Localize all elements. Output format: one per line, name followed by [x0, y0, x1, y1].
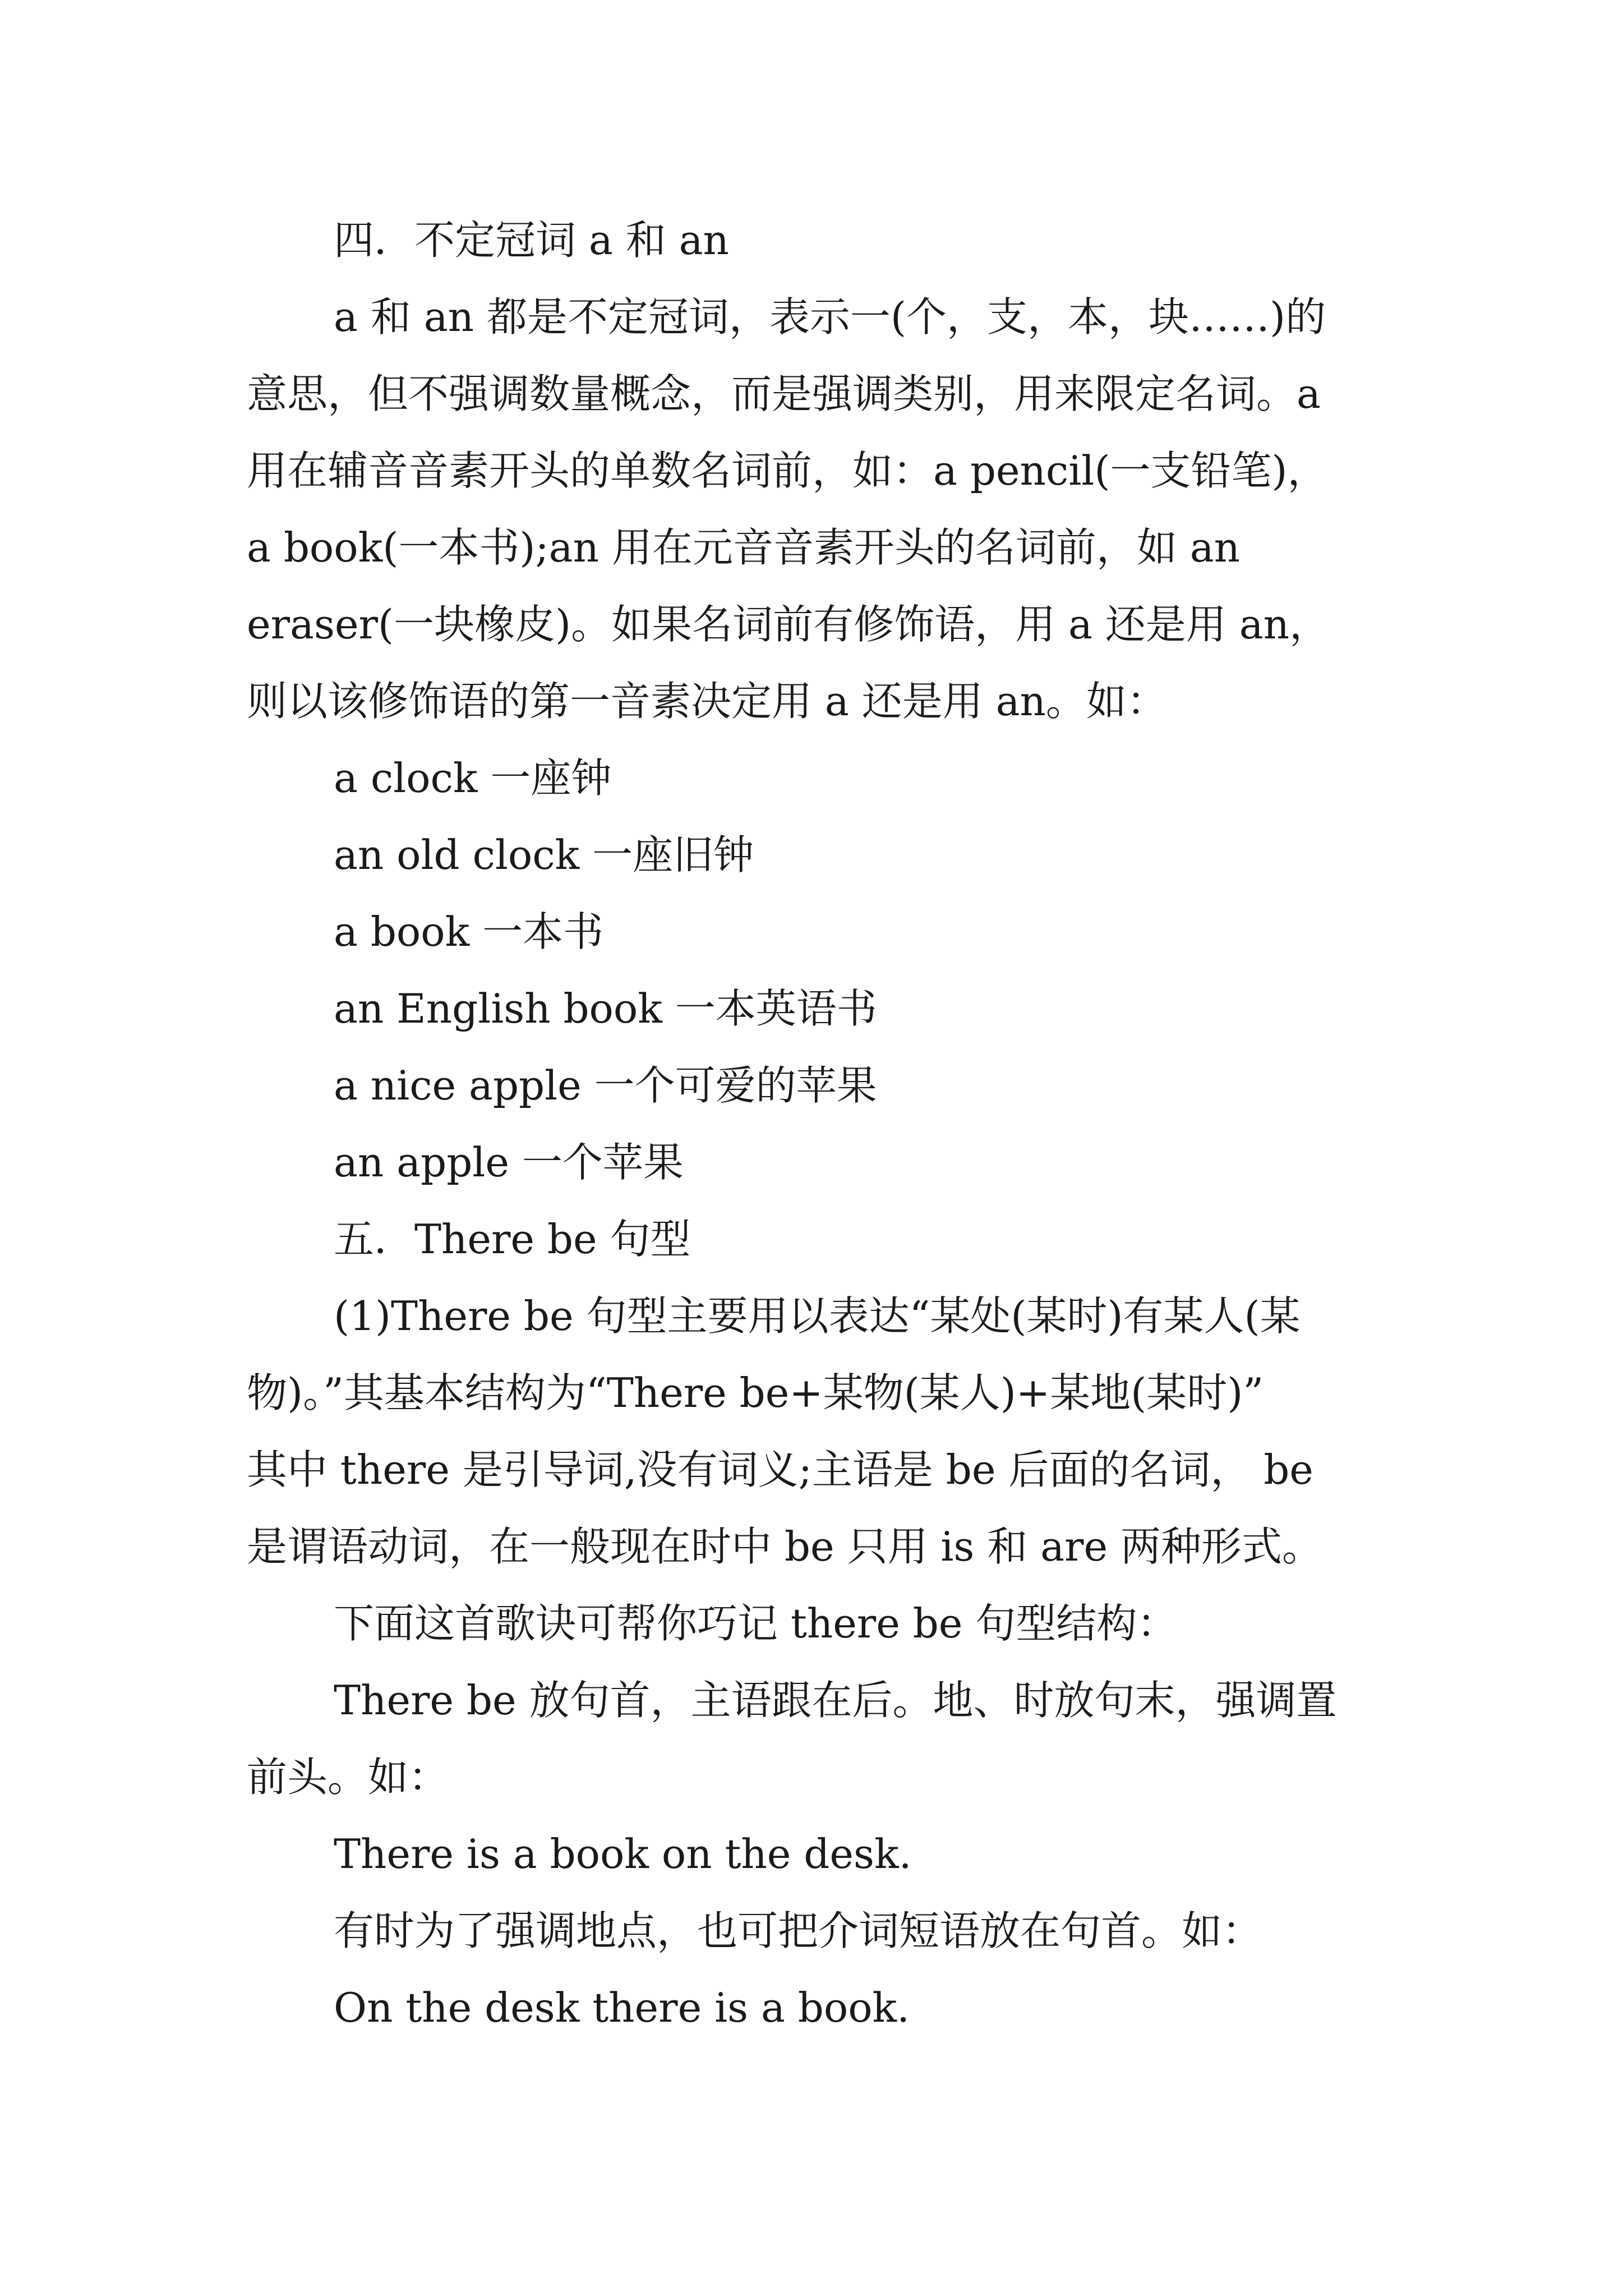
paragraph-line: 其中 there 是引导词,没有词义;主语是 be 后面的名词， be — [247, 1446, 1313, 1493]
paragraph-line: 用在辅音音素开头的单数名词前，如：a pencil(一支铅笔)， — [247, 447, 1328, 494]
paragraph-line: 物)。”其基本结构为“There be+某物(某人)+某地(某时)” — [247, 1369, 1264, 1416]
paragraph-line: a 和 an 都是不定冠词，表示一(个，支，本，块……)的 — [334, 293, 1326, 341]
document-page — [247, 202, 1430, 2046]
paragraph-line: 是谓语动词，在一般现在时中 be 只用 is 和 are 两种形式。 — [247, 1523, 1322, 1570]
paragraph-line: 下面这首歌诀可帮你巧记 there be 句型结构： — [334, 1600, 1178, 1647]
example-sentence: On the desk there is a book. — [334, 1984, 910, 2031]
paragraph-line: There be 放句首，主语跟在后。地、时放句末，强调置 — [334, 1677, 1337, 1724]
paragraph-line: eraser(一块橡皮)。如果名词前有修饰语，用 a 还是用 an， — [247, 601, 1330, 648]
paragraph-line: 意思，但不强调数量概念，而是强调类别，用来限定名词。a — [247, 370, 1321, 417]
example-line: an old clock 一座旧钟 — [334, 831, 754, 878]
section-heading-indefinite-articles: 四．不定冠词 a 和 an — [334, 217, 729, 264]
example-line: an English book 一本英语书 — [334, 985, 877, 1032]
paragraph-line: 前头。如： — [247, 1754, 449, 1801]
section-heading-there-be: 五．There be 句型 — [334, 1216, 691, 1263]
paragraph-line: 有时为了强调地点，也可把介词短语放在句首。如： — [334, 1907, 1263, 1954]
paragraph-line: 则以该修饰语的第一音素决定用 a 还是用 an。如： — [247, 678, 1167, 725]
example-line: an apple 一个苹果 — [334, 1139, 684, 1186]
paragraph-line: a book(一本书);an 用在元音音素开头的名词前，如 an — [247, 524, 1241, 571]
example-line: a clock 一座钟 — [334, 754, 612, 802]
example-line: a book 一本书 — [334, 908, 604, 955]
example-line: a nice apple 一个可爱的苹果 — [334, 1062, 877, 1109]
example-sentence: There is a book on the desk. — [334, 1830, 912, 1878]
paragraph-line: (1)There be 句型主要用以表达“某处(某时)有某人(某 — [334, 1292, 1301, 1340]
